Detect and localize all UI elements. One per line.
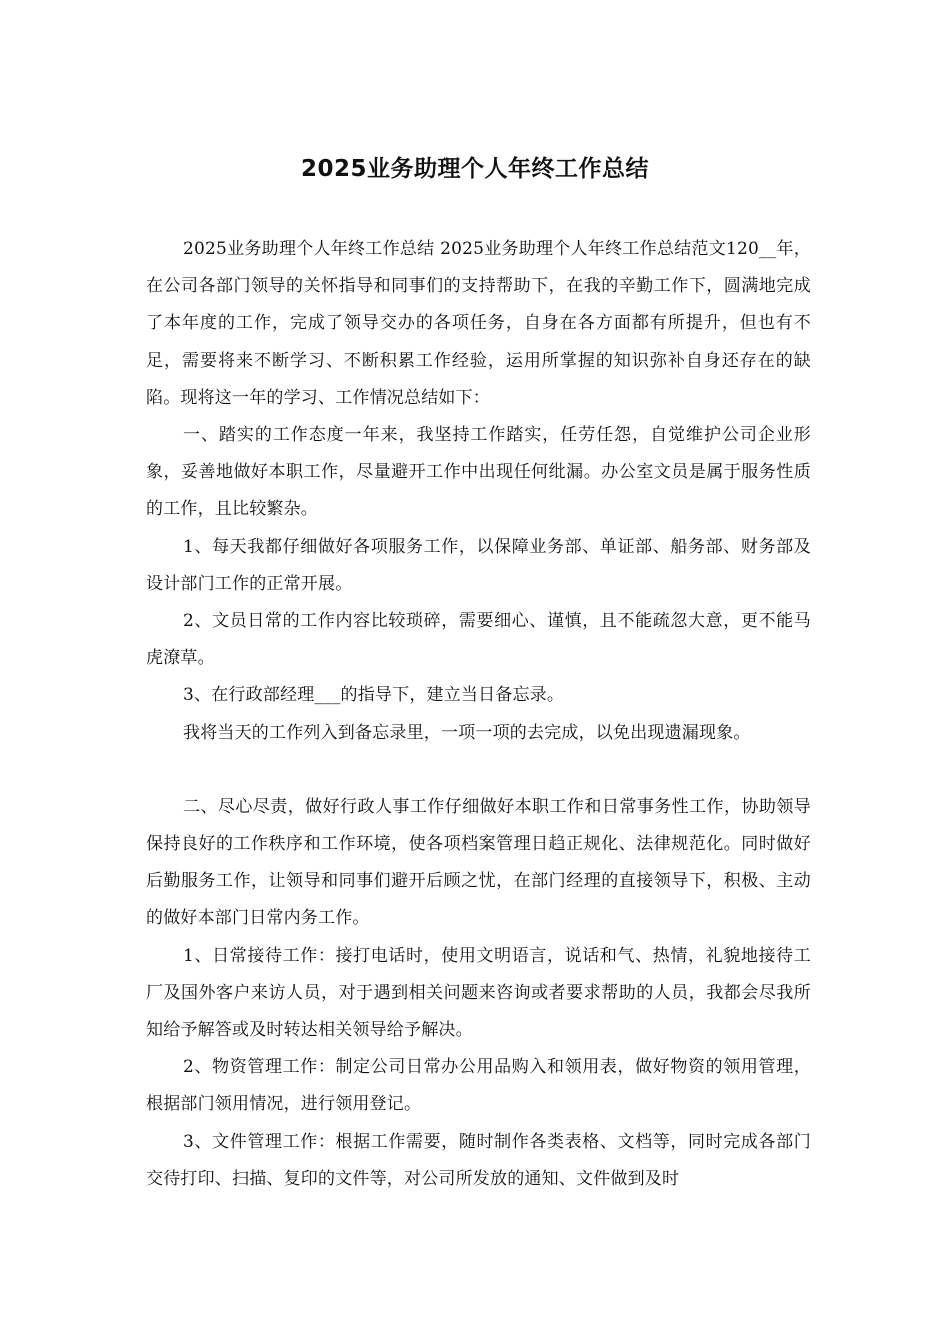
paragraph-section-two: 二、尽心尽责，做好行政人事工作仔细做好本职工作和日常事务性工作，协助领导保持良好的工作秩序和工作环境，使各项档案管理日趋正规化、法律规范化。同时做好后勤服务工作，让领导和同事们避开后顾之忧，在部门经理的直接领导下，积极、主动的做好本部门日常内务工作。 xyxy=(146,796,811,929)
paragraph-intro: 2025业务助理个人年终工作总结 2025业务助理个人年终工作总结范文120__年，在公司各部门领导的关怀指导和同事们的支持帮助下，在我的辛勤工作下，圆满地完成了本年度的工作，完成了领导交办的各项任务，自身在各方面都有所提升，但也有不足，需要将来不断学习、不断积累工作经验，运用所掌握的知识弥补自身还存在的缺陷。现将这一年的学习、工作情况总结如下： xyxy=(146,239,811,408)
paragraph-item-1: 1、每天我都仔细做好各项服务工作，以保障业务部、单证部、船务部、财务部及设计部门工作的正常开展。 xyxy=(146,536,811,594)
paragraph-item-2: 2、文员日常的工作内容比较琐碎，需要细心、谨慎，且不能疏忽大意，更不能马虎潦草。 xyxy=(146,611,811,669)
paragraph-supplies-work: 2、物资管理工作：制定公司日常办公用品购入和领用表，做好物资的领用管理，根据部门领用情况，进行领用登记。 xyxy=(146,1057,811,1115)
paragraph-reception-work: 1、日常接待工作：接打电话时，使用文明语言，说话和气、热情，礼貌地接待工厂及国外客户来访人员，对于遇到相关问题来咨询或者要求帮助的人员，我都会尽我所知给予解答或及时转达相关领导给予解决。 xyxy=(146,945,811,1041)
paragraph-section-one: 一、踏实的工作态度一年来，我坚持工作踏实，任劳任怨，自觉维护公司企业形象，妥善地做好本职工作，尽量避开工作中出现任何纰漏。办公室文员是属于服务性质的工作，且比较繁杂。 xyxy=(146,425,811,520)
paragraph-document-work: 3、文件管理工作：根据工作需要，随时制作各类表格、文档等，同时完成各部门交待打印、扫描、复印的文件等，对公司所发放的通知、文件做到及时 xyxy=(146,1131,811,1189)
document-title: 2025业务助理个人年终工作总结 xyxy=(300,156,649,182)
paragraph-spacer xyxy=(146,752,811,789)
paragraph-item-3: 3、在行政部经理___的指导下，建立当日备忘录。 xyxy=(183,685,565,706)
document-body xyxy=(146,231,811,1198)
paragraph-memo: 我将当天的工作列入到备忘录里，一项一项的去完成，以免出现遗漏现象。 xyxy=(183,722,751,743)
